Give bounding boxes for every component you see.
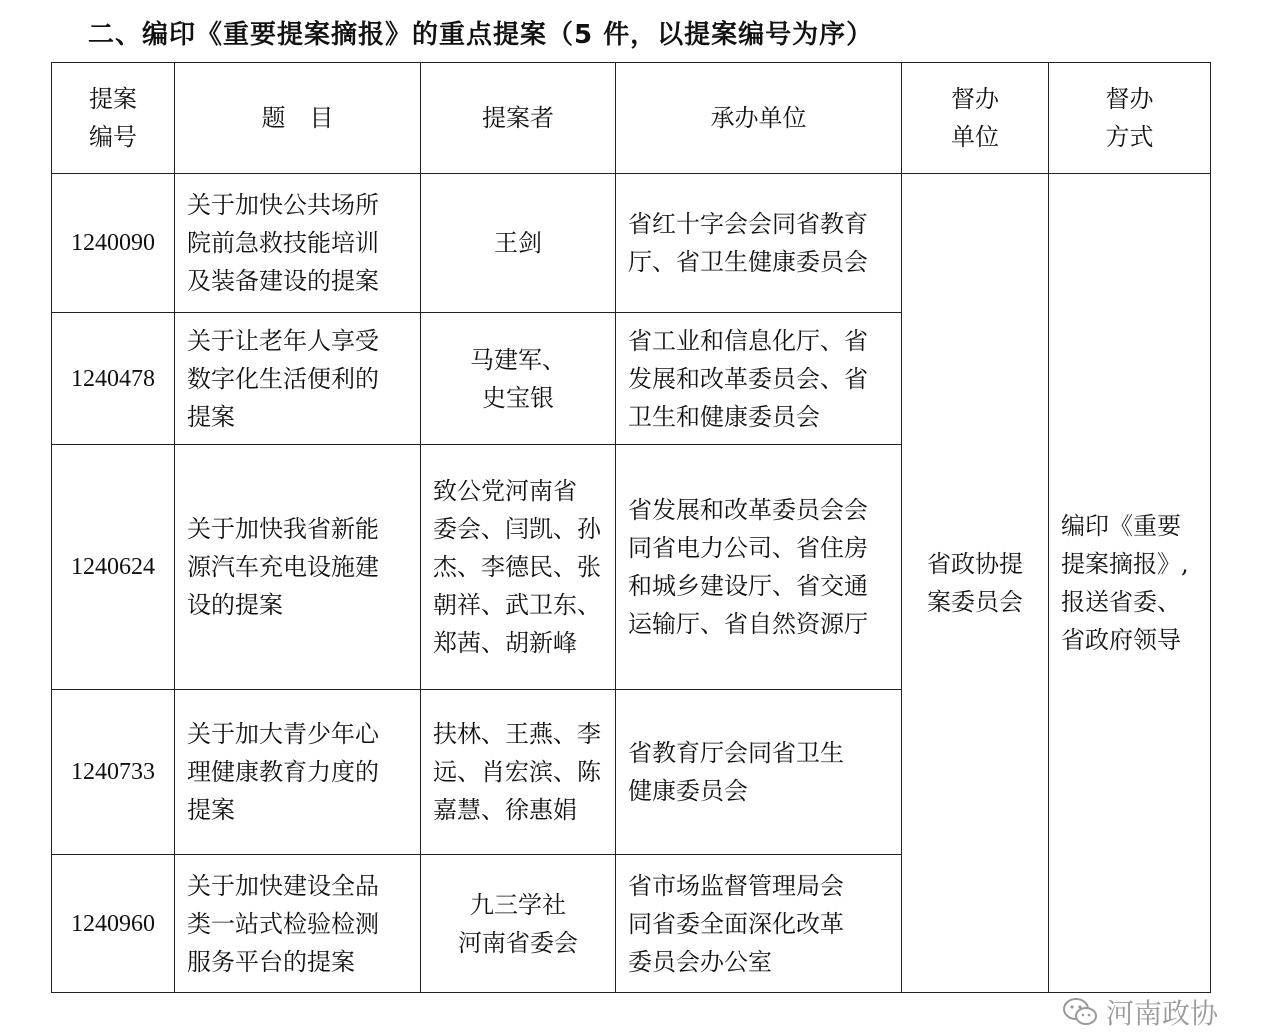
table-row xyxy=(52,174,1211,313)
proposal-author: 致公党河南省 委会、闫凯、孙 杰、李德民、张 朝祥、武卫东、 郑茜、胡新峰 xyxy=(421,445,616,690)
header-title: 题 目 xyxy=(175,63,421,174)
handling-unit: 省发展和改革委员会会 同省电力公司、省住房 和城乡建设厅、省交通 运输厅、省自然资源厅 xyxy=(616,445,902,690)
proposal-author: 扶林、王燕、李 远、肖宏滨、陈 嘉慧、徐惠娟 xyxy=(421,690,616,855)
header-proposal-id: 提案 编号 xyxy=(52,63,175,174)
proposal-author: 九三学社 河南省委会 xyxy=(421,855,616,993)
header-proposer: 提案者 xyxy=(421,63,616,174)
proposal-title: 关于加快我省新能 源汽车充电设施建 设的提案 xyxy=(175,445,421,690)
handling-unit: 省工业和信息化厅、省 发展和改革委员会、省 卫生和健康委员会 xyxy=(616,313,902,445)
watermark-text: 河南政协 xyxy=(1105,997,1218,1030)
handling-unit: 省教育厅会同省卫生 健康委员会 xyxy=(616,690,902,855)
proposal-id: 1240733 xyxy=(52,690,175,855)
proposal-id: 1240090 xyxy=(52,174,175,313)
proposal-title: 关于让老年人享受 数字化生活便利的 提案 xyxy=(175,313,421,445)
proposal-author: 王剑 xyxy=(421,174,616,313)
proposal-title: 关于加大青少年心 理健康教育力度的 提案 xyxy=(175,690,421,855)
header-handling-unit: 承办单位 xyxy=(616,63,902,174)
proposal-author: 马建军、 史宝银 xyxy=(421,313,616,445)
proposal-id: 1240624 xyxy=(52,445,175,690)
wechat-icon xyxy=(1062,997,1098,1027)
proposal-title: 关于加快建设全品 类一站式检验检测 服务平台的提案 xyxy=(175,855,421,993)
header-row xyxy=(52,63,1211,174)
proposal-id: 1240960 xyxy=(52,855,175,993)
handling-unit: 省市场监督管理局会 同省委全面深化改革 委员会办公室 xyxy=(616,855,902,993)
proposal-id: 1240478 xyxy=(52,313,175,445)
proposals-table xyxy=(51,62,1211,993)
watermark xyxy=(1062,992,1218,1032)
header-supervision-method: 督办 方式 xyxy=(1049,63,1211,174)
supervision-method: 编印《重要 提案摘报》, 报送省委、 省政府领导 xyxy=(1049,174,1211,993)
supervising-unit: 省政协提 案委员会 xyxy=(902,174,1049,993)
handling-unit: 省红十字会会同省教育 厅、省卫生健康委员会 xyxy=(616,174,902,313)
section-heading: 二、编印《重要提案摘报》的重点提案（5 件，以提案编号为序） xyxy=(88,20,874,50)
header-supervising-unit: 督办 单位 xyxy=(902,63,1049,174)
proposal-title: 关于加快公共场所 院前急救技能培训 及装备建设的提案 xyxy=(175,174,421,313)
